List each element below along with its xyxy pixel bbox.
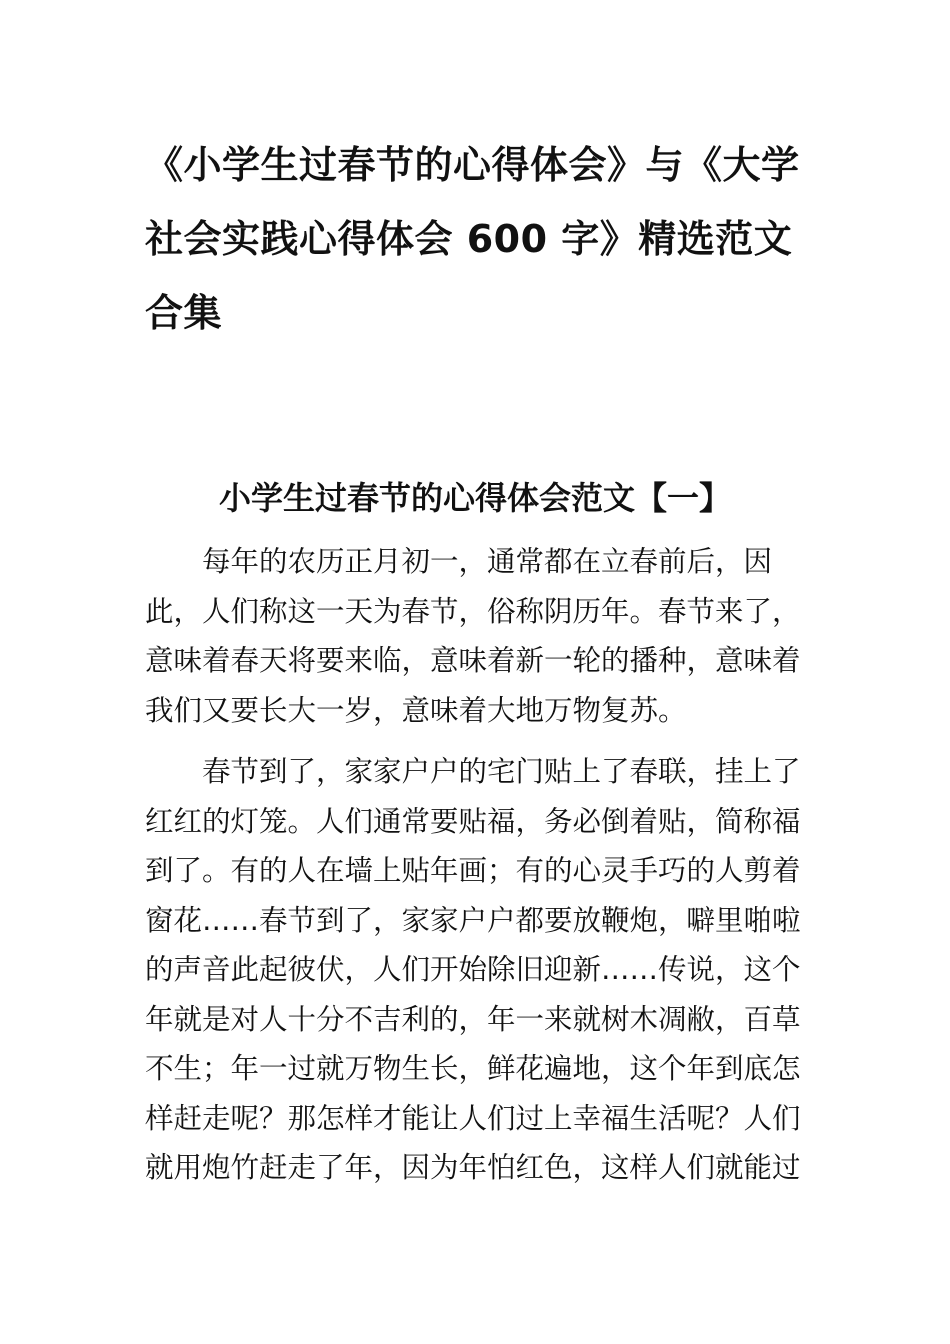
body-paragraph: 春节到了，家家户户的宅门贴上了春联，挂上了红红的灯笼。人们通常要贴福，务必倒着贴，简称福到了。有的人在墙上贴年画；有的心灵手巧的人剪着窗花……春节到了，家家户户都要放鞭炮，噼里啪啦的声音此起彼伏，人们开始除旧迎新……传说，这个年就是对人十分不吉利的，年一来就树木凋敝，百草不生；年一过就万物生长，鲜花遍地，这个年到底怎样赶走呢？那怎样才能让人们过上幸福生活呢？人们就用炮竹赶走了年，因为年怕红色，这样人们就能过: [145, 755, 801, 1184]
document-title: 《小学生过春节的心得体会》与《大学社会实践心得体会 600 字》精选范文合集: [145, 143, 800, 335]
section-heading: 小学生过春节的心得体会范文【一】: [218, 479, 731, 517]
body-paragraph: 每年的农历正月初一，通常都在立春前后，因此，人们称这一天为春节，俗称阴历年。春节来了，意味着春天将要来临，意味着新一轮的播种，意味着我们又要长大一岁，意味着大地万物复苏。: [145, 545, 801, 727]
